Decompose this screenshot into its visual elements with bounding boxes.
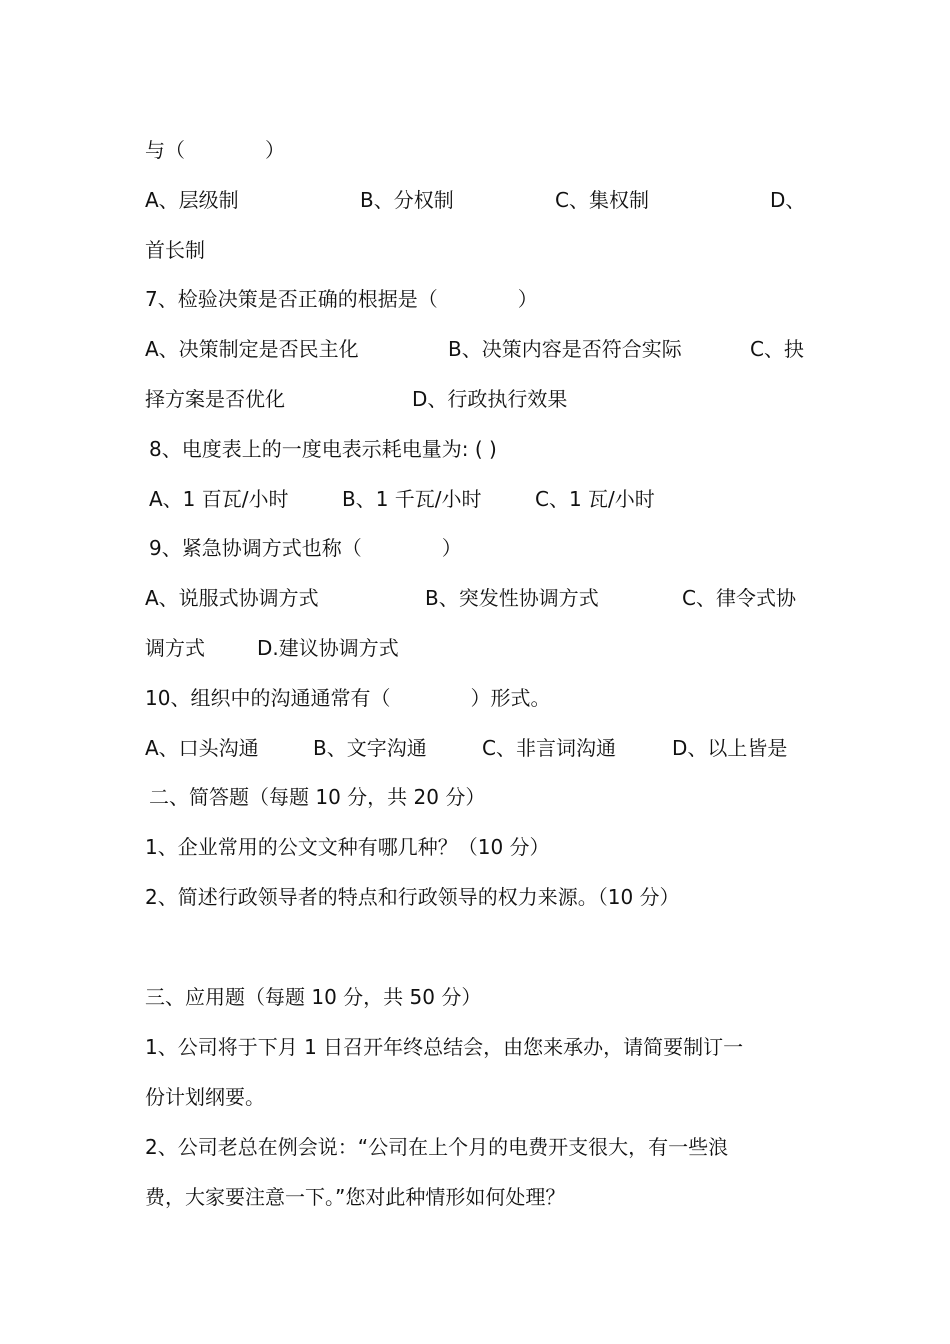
q7-option-c-wrap: 择方案是否优化 — [145, 387, 285, 411]
q8-stem: 8、电度表上的一度电表示耗电量为: ( ) — [149, 437, 497, 461]
section3-item-1-line2: 份计划纲要。 — [145, 1085, 265, 1109]
section3-heading: 三、应用题（每题 10 分，共 50 分） — [145, 985, 482, 1009]
q7-option-b: B、决策内容是否符合实际 — [448, 337, 682, 361]
q8-options — [145, 484, 810, 514]
q8-option-c: C、1 瓦/小时 — [535, 487, 655, 511]
section3-item-2-line1: 2、公司老总在例会说：“公司在上个月的电费开支很大，有一些浪 — [145, 1135, 729, 1159]
q10-option-d: D、以上皆是 — [672, 736, 788, 760]
q6-stem-tail: 与（ ） — [145, 138, 285, 162]
q10-option-c: C、非言词沟通 — [482, 736, 616, 760]
q9-option-c: C、律令式协 — [682, 586, 796, 610]
q7-stem: 7、检验决策是否正确的根据是（ ） — [145, 287, 538, 311]
q10-option-a: A、口头沟通 — [145, 736, 259, 760]
q9-options-line2 — [145, 633, 810, 663]
q7-options-line2 — [145, 384, 810, 414]
q10-option-b: B、文字沟通 — [313, 736, 427, 760]
q9-option-c-wrap: 调方式 — [145, 636, 205, 660]
q10-stem: 10、组织中的沟通通常有（ ）形式。 — [145, 686, 551, 710]
section3-item-1-line1: 1、公司将于下月 1 日召开年终总结会，由您来承办，请简要制订一 — [145, 1035, 744, 1059]
q7-option-a: A、决策制定是否民主化 — [145, 337, 359, 361]
q9-option-b: B、突发性协调方式 — [425, 586, 599, 610]
q6-option-c: C、集权制 — [555, 188, 649, 212]
q6-option-d-wrap: 首长制 — [145, 238, 205, 262]
q9-options-line1 — [145, 583, 810, 613]
section2-item-2: 2、简述行政领导者的特点和行政领导的权力来源。（10 分） — [145, 885, 680, 909]
section2-item-1: 1、企业常用的公文文种有哪几种？（10 分） — [145, 835, 550, 859]
q7-options-line1 — [145, 334, 810, 364]
q6-option-b: B、分权制 — [360, 188, 454, 212]
q10-options — [145, 733, 810, 763]
q7-option-c: C、抉 — [750, 337, 804, 361]
section2-heading: 二、简答题（每题 10 分，共 20 分） — [149, 785, 486, 809]
q9-option-a: A、说服式协调方式 — [145, 586, 319, 610]
q6-option-a: A、层级制 — [145, 188, 239, 212]
q6-option-d: D、 — [770, 188, 806, 212]
q9-stem: 9、紧急协调方式也称（ ） — [149, 536, 462, 560]
q8-option-a: A、1 百瓦/小时 — [149, 487, 289, 511]
q7-option-d: D、行政执行效果 — [412, 387, 568, 411]
q6-options — [145, 185, 810, 215]
section3-item-2-line2: 费，大家要注意一下。”您对此种情形如何处理？ — [145, 1185, 566, 1209]
q8-option-b: B、1 千瓦/小时 — [342, 487, 482, 511]
q9-option-d: D.建议协调方式 — [257, 636, 399, 660]
